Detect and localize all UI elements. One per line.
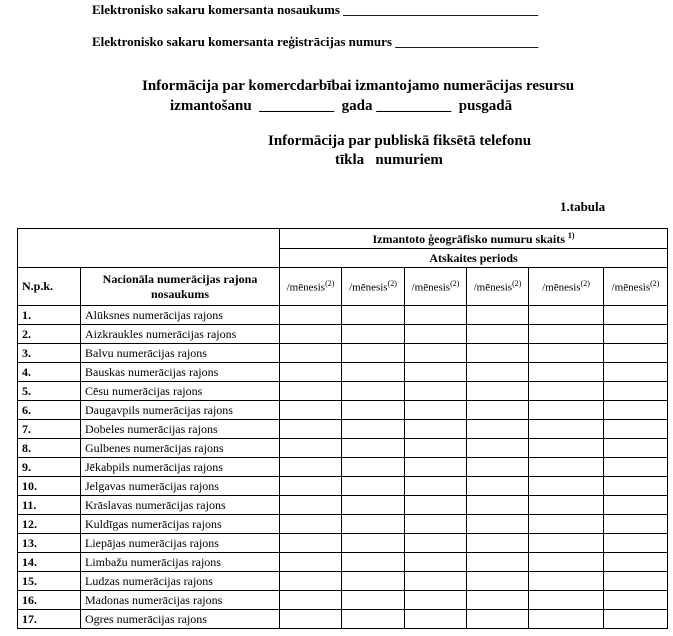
period-value-cell[interactable]: [467, 344, 529, 363]
period-value-cell[interactable]: [280, 534, 342, 553]
period-value-cell[interactable]: [604, 363, 668, 382]
period-value-cell[interactable]: [467, 477, 529, 496]
period-value-cell[interactable]: [604, 420, 668, 439]
period-value-cell[interactable]: [405, 363, 467, 382]
period-value-cell[interactable]: [342, 553, 405, 572]
table-row: [18, 515, 668, 534]
period-value-cell[interactable]: [342, 363, 405, 382]
period-value-cell[interactable]: [604, 591, 668, 610]
period-value-cell[interactable]: [405, 610, 467, 629]
table-row: [18, 401, 668, 420]
form-subtitle-line-2: tīkla numuriem: [335, 152, 443, 168]
table-row: [18, 572, 668, 591]
table-body: [18, 306, 668, 629]
period-value-cell[interactable]: [342, 382, 405, 401]
period-value-cell[interactable]: [280, 553, 342, 572]
table-row: [18, 439, 668, 458]
row-number: 7.: [18, 420, 81, 439]
region-name: Dobeles numerācijas rajons: [81, 420, 280, 439]
region-name: Gulbenes numerācijas rajons: [81, 439, 280, 458]
form-title-line-1: Informācija par komercdarbībai izmantojamo numerācijas resursu: [142, 78, 575, 94]
period-value-cell[interactable]: [604, 382, 668, 401]
period-value-cell[interactable]: [604, 458, 668, 477]
period-value-cell[interactable]: [280, 306, 342, 325]
period-column-header: /mēnesis$^{(2)}$: [467, 268, 529, 306]
period-value-cell[interactable]: [467, 439, 529, 458]
period-value-cell[interactable]: [529, 363, 604, 382]
table-corner-cell: [18, 229, 280, 268]
period-value-cell[interactable]: [342, 534, 405, 553]
period-value-cell[interactable]: [342, 420, 405, 439]
row-number: 15.: [18, 572, 81, 591]
period-value-cell[interactable]: [405, 534, 467, 553]
period-value-cell[interactable]: [405, 325, 467, 344]
period-value-cell[interactable]: [342, 496, 405, 515]
period-value-cell[interactable]: [342, 306, 405, 325]
period-value-cell[interactable]: [604, 515, 668, 534]
period-value-cell[interactable]: [529, 572, 604, 591]
row-number: 3.: [18, 344, 81, 363]
period-value-cell[interactable]: [529, 591, 604, 610]
form-title-line-2: izmantošanu __________ gada __________ pusgadā: [170, 98, 513, 114]
period-value-cell[interactable]: [529, 401, 604, 420]
period-value-cell[interactable]: [342, 610, 405, 629]
period-value-cell[interactable]: [467, 610, 529, 629]
row-number: 17.: [18, 610, 81, 629]
row-number: 11.: [18, 496, 81, 515]
period-value-cell[interactable]: [467, 382, 529, 401]
region-name: Daugavpils numerācijas rajons: [81, 401, 280, 420]
period-column-header: /mēnesis$^{(2)}$: [529, 268, 604, 306]
period-value-cell[interactable]: [342, 401, 405, 420]
period-value-cell[interactable]: [405, 515, 467, 534]
row-number: 9.: [18, 458, 81, 477]
region-name: Limbažu numerācijas rajons: [81, 553, 280, 572]
row-number: 14.: [18, 553, 81, 572]
region-name: Ogres numerācijas rajons: [81, 610, 280, 629]
period-value-cell[interactable]: [280, 591, 342, 610]
period-value-cell[interactable]: [342, 325, 405, 344]
table-label: 1.tabula: [560, 199, 606, 214]
period-value-cell[interactable]: [342, 572, 405, 591]
table-row: [18, 534, 668, 553]
period-value-cell[interactable]: [467, 572, 529, 591]
region-name: Ludzas numerācijas rajons: [81, 572, 280, 591]
row-number: 12.: [18, 515, 81, 534]
period-value-cell[interactable]: [280, 515, 342, 534]
table-row: [18, 553, 668, 572]
region-name: Cēsu numerācijas rajons: [81, 382, 280, 401]
row-number: 8.: [18, 439, 81, 458]
npk-header: N.p.k.: [18, 268, 81, 306]
table-row: [18, 591, 668, 610]
period-value-cell[interactable]: [604, 477, 668, 496]
period-value-cell[interactable]: [529, 610, 604, 629]
row-number: 6.: [18, 401, 81, 420]
region-name: Aizkraukles numerācijas rajons: [81, 325, 280, 344]
period-value-cell[interactable]: [529, 382, 604, 401]
period-value-cell[interactable]: [604, 496, 668, 515]
period-value-cell[interactable]: [342, 591, 405, 610]
period-value-cell[interactable]: [529, 477, 604, 496]
period-value-cell[interactable]: [342, 458, 405, 477]
period-value-cell[interactable]: [604, 534, 668, 553]
region-name: Kuldīgas numerācijas rajons: [81, 515, 280, 534]
table-row: [18, 325, 668, 344]
merchant-name-label: Elektronisko sakaru komersanta nosaukums ______________________________: [92, 2, 539, 17]
period-value-cell[interactable]: [405, 420, 467, 439]
period-value-cell[interactable]: [280, 458, 342, 477]
period-value-cell[interactable]: [467, 515, 529, 534]
form-subtitle-line-1: Informācija par publiskā fiksētā telefonu: [268, 133, 532, 149]
period-value-cell[interactable]: [280, 401, 342, 420]
group-header: Izmantoto ģeogrāfisko numuru skaits $^{1)}$: [280, 229, 668, 249]
period-value-cell[interactable]: [405, 401, 467, 420]
region-name: Bauskas numerācijas rajons: [81, 363, 280, 382]
table-row: [18, 496, 668, 515]
period-value-cell[interactable]: [280, 325, 342, 344]
period-value-cell[interactable]: [405, 572, 467, 591]
period-value-cell[interactable]: [467, 325, 529, 344]
period-value-cell[interactable]: [280, 439, 342, 458]
period-header: Atskaites periods: [280, 249, 668, 268]
period-value-cell[interactable]: [280, 610, 342, 629]
period-value-cell[interactable]: [604, 439, 668, 458]
period-value-cell[interactable]: [604, 572, 668, 591]
period-value-cell[interactable]: [604, 610, 668, 629]
period-column-header: /mēnesis$^{(2)}$: [342, 268, 405, 306]
table-row: [18, 382, 668, 401]
period-value-cell[interactable]: [342, 344, 405, 363]
row-number: 2.: [18, 325, 81, 344]
period-value-cell[interactable]: [280, 572, 342, 591]
period-value-cell[interactable]: [467, 534, 529, 553]
table-row: [18, 420, 668, 439]
numbering-table: [17, 228, 668, 629]
row-number: 16.: [18, 591, 81, 610]
period-value-cell[interactable]: [529, 344, 604, 363]
period-value-cell[interactable]: [529, 553, 604, 572]
registration-number-label: Elektronisko sakaru komersanta reģistrācijas numurs ______________________: [92, 34, 539, 49]
period-value-cell[interactable]: [280, 344, 342, 363]
period-value-cell[interactable]: [529, 439, 604, 458]
period-value-cell[interactable]: [604, 401, 668, 420]
period-value-cell[interactable]: [342, 477, 405, 496]
period-value-cell[interactable]: [467, 496, 529, 515]
period-value-cell[interactable]: [529, 534, 604, 553]
table-row: [18, 477, 668, 496]
period-value-cell[interactable]: [529, 325, 604, 344]
period-value-cell[interactable]: [604, 325, 668, 344]
period-value-cell[interactable]: [280, 420, 342, 439]
period-value-cell[interactable]: [342, 515, 405, 534]
row-number: 13.: [18, 534, 81, 553]
row-number: 10.: [18, 477, 81, 496]
period-value-cell[interactable]: [342, 439, 405, 458]
period-value-cell[interactable]: [405, 477, 467, 496]
region-name: Balvu numerācijas rajons: [81, 344, 280, 363]
period-value-cell[interactable]: [604, 306, 668, 325]
period-value-cell[interactable]: [467, 591, 529, 610]
period-value-cell[interactable]: [280, 363, 342, 382]
period-column-header: /mēnesis$^{(2)}$: [280, 268, 342, 306]
period-value-cell[interactable]: [405, 439, 467, 458]
period-value-cell[interactable]: [529, 458, 604, 477]
period-value-cell[interactable]: [405, 458, 467, 477]
period-value-cell[interactable]: [467, 458, 529, 477]
region-name: Madonas numerācijas rajons: [81, 591, 280, 610]
period-value-cell[interactable]: [467, 553, 529, 572]
table-row: [18, 306, 668, 325]
period-value-cell[interactable]: [405, 553, 467, 572]
period-value-cell[interactable]: [280, 477, 342, 496]
period-value-cell[interactable]: [405, 306, 467, 325]
period-value-cell[interactable]: [405, 496, 467, 515]
period-value-cell[interactable]: [280, 382, 342, 401]
period-value-cell[interactable]: [604, 344, 668, 363]
period-value-cell[interactable]: [529, 420, 604, 439]
period-value-cell[interactable]: [467, 363, 529, 382]
table-row: [18, 610, 668, 629]
region-name: Jēkabpils numerācijas rajons: [81, 458, 280, 477]
row-number: 4.: [18, 363, 81, 382]
period-column-header: /mēnesis$^{(2)}$: [405, 268, 467, 306]
period-value-cell[interactable]: [467, 306, 529, 325]
row-number: 1.: [18, 306, 81, 325]
period-value-cell[interactable]: [529, 496, 604, 515]
period-value-cell[interactable]: [467, 401, 529, 420]
period-value-cell[interactable]: [529, 515, 604, 534]
period-value-cell[interactable]: [405, 344, 467, 363]
region-name: Alūksnes numerācijas rajons: [81, 306, 280, 325]
table-row: [18, 458, 668, 477]
table-row: [18, 344, 668, 363]
period-value-cell[interactable]: [405, 382, 467, 401]
region-name: Liepājas numerācijas rajons: [81, 534, 280, 553]
region-name: Jelgavas numerācijas rajons: [81, 477, 280, 496]
period-column-header: /mēnesis$^{(2)}$: [604, 268, 668, 306]
region-name: Krāslavas numerācijas rajons: [81, 496, 280, 515]
period-value-cell[interactable]: [405, 591, 467, 610]
row-number: 5.: [18, 382, 81, 401]
region-header: Nacionāla numerācijas rajona nosaukums: [81, 268, 280, 306]
period-value-cell[interactable]: [529, 306, 604, 325]
period-value-cell[interactable]: [280, 496, 342, 515]
table-row: [18, 363, 668, 382]
period-value-cell[interactable]: [604, 553, 668, 572]
period-value-cell[interactable]: [467, 420, 529, 439]
